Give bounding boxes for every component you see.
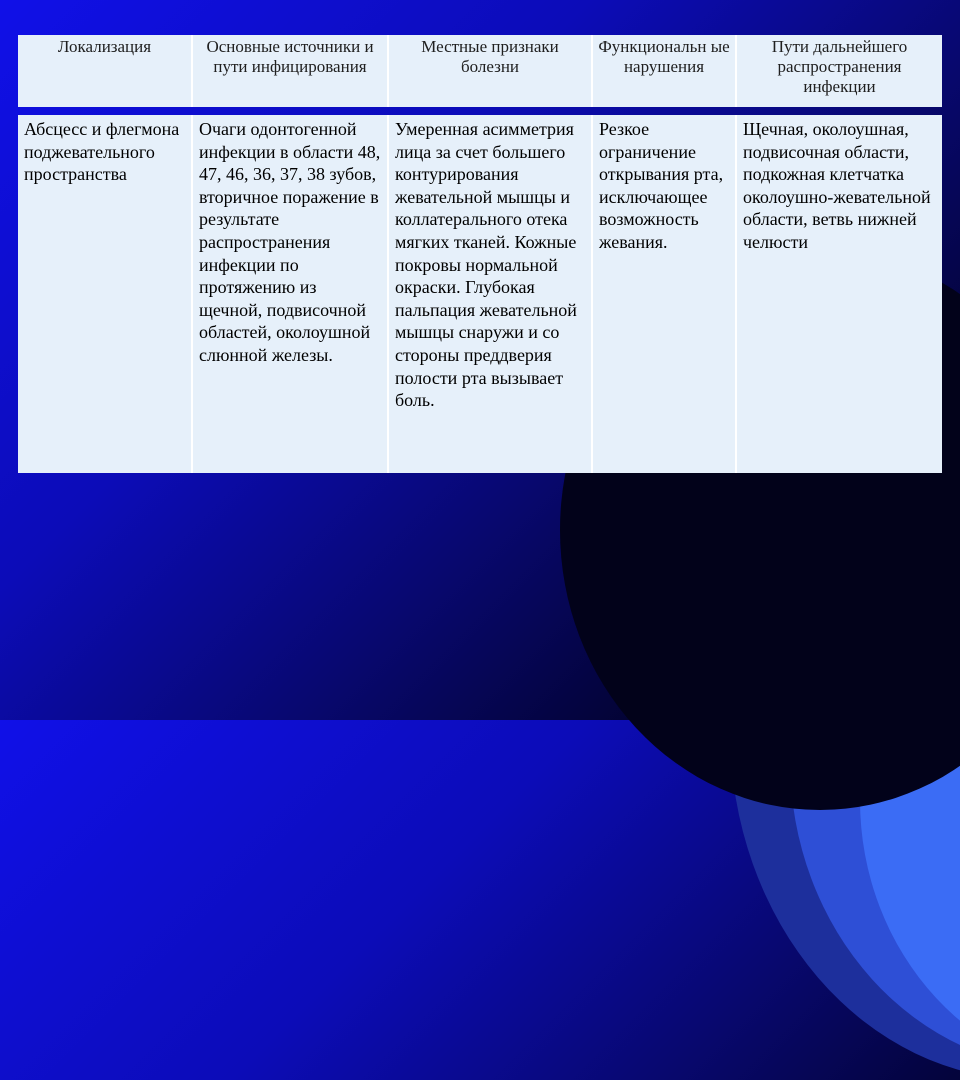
- cell-local-signs: Умеренная асимметрия лица за счет большего контурирования жевательной мышцы и коллатерального отека мягких тканей. Кожные покровы нормальной окраски. Глубокая пальпация жевательной мышцы снаружи и со стороны преддверия полости рта вызывает боль.: [389, 115, 593, 473]
- table-row: [18, 115, 942, 473]
- cell-functional: Резкое ограничение открывания рта, исключающее возможность жевания.: [593, 115, 737, 473]
- cell-localization: Абсцесс и флегмона поджевательного пространства: [18, 115, 193, 473]
- header-functional: Функциональн ые нарушения: [593, 35, 737, 107]
- table-header: [18, 35, 942, 107]
- cell-sources: Очаги одонтогенной инфекции в области 48, 47, 46, 36, 37, 38 зубов, вторичное поражение в результате распространения инфекции по протяжению из щечной, подвисочной областей, околоушной слюнной железы.: [193, 115, 389, 473]
- header-sources: Основные источники и пути инфицирования: [193, 35, 389, 107]
- header-spread: Пути дальнейшего распространения инфекции: [771, 37, 908, 96]
- cell-spread: Щечная, околоушная, подвисочная области, подкожная клетчатка околоушно-жевательной области, ветвь нижней челюсти: [743, 119, 931, 252]
- header-local-signs: Местные признаки болезни: [389, 35, 593, 107]
- header-localization: Локализация: [18, 35, 193, 107]
